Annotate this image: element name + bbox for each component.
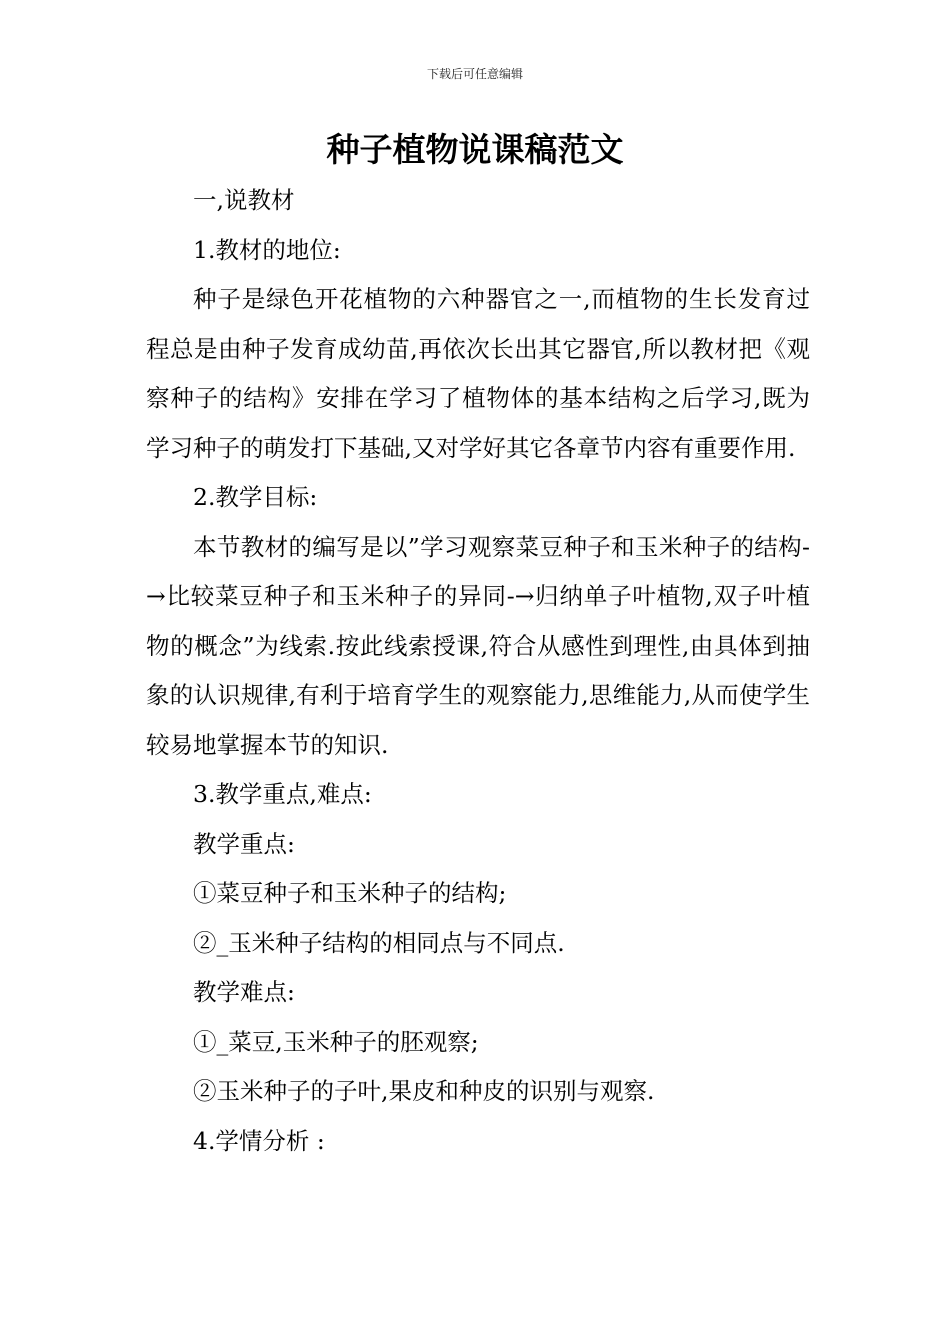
- header-note: 下载后可任意编辑: [426, 67, 523, 81]
- label-key-points: 教学重点:: [193, 829, 295, 858]
- paragraph-textbook-position: 种子是绿色开花植物的六种器官之一,而植物的生长发育过程总是由种子发育成幼苗,再依次长出其它器官,所以教材把《观察种子的结构》安排在学习了植物体的基本结构之后学习,既为学习种子的萌发打下基础,又对学好其它各章节内容有重要作用.: [146, 285, 810, 462]
- paragraph-teaching-goals: 本节教材的编写是以”学习观察菜豆种子和玉米种子的结构-→比较菜豆种子和玉米种子的异同-→归纳单子叶植物,双子叶植物的概念”为线索.按此线索授课,符合从感性到理性,由具体到抽象的认识规律,有利于培育学生的观察能力,思维能力,从而使学生较易地掌握本节的知识.: [146, 532, 810, 759]
- document-body: [146, 176, 810, 1166]
- key-point-item-1: ①菜豆种子和玉米种子的结构;: [193, 879, 507, 907]
- subheading-textbook-position: 1.教材的地位:: [193, 235, 341, 264]
- document-title: 种子植物说课稿范文: [326, 130, 624, 169]
- difficult-point-item-2: ②玉米种子的子叶,果皮和种皮的识别与观察.: [193, 1077, 655, 1105]
- key-point-item-2: ②_玉米种子结构的相同点与不同点.: [193, 928, 565, 957]
- section-heading-textbook: 一,说教材: [193, 186, 295, 214]
- subheading-teaching-goals: 2.教学目标:: [193, 483, 318, 511]
- label-difficult-points: 教学难点:: [193, 978, 295, 1006]
- difficult-point-item-1: ①_菜豆,玉米种子的胚观察;: [193, 1027, 479, 1056]
- subheading-student-analysis: 4.学情分析 :: [193, 1126, 325, 1155]
- subheading-key-difficult-points: 3.教学重点,难点:: [193, 780, 372, 808]
